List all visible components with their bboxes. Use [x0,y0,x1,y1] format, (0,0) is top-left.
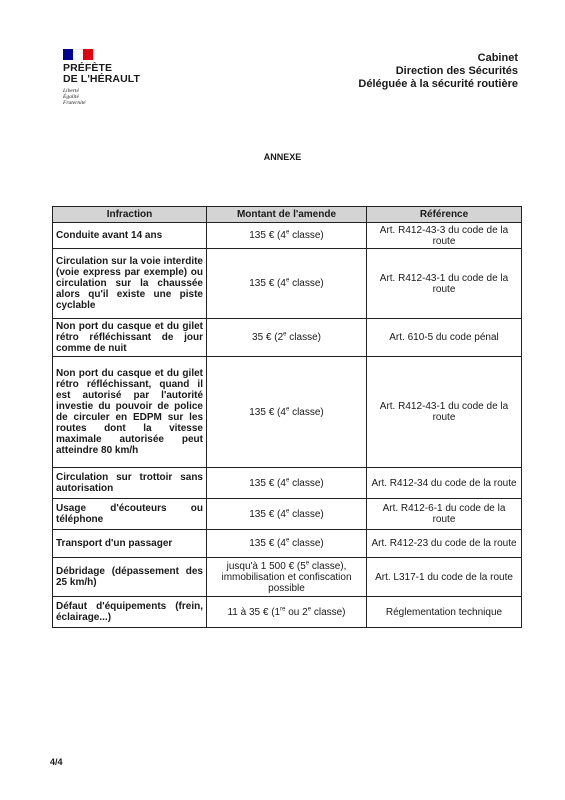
amount-text: 135 € (4 [249,477,286,489]
infraction-cell: Non port du casque et du gilet rétro réfléchissant de jour comme de nuit [53,319,207,357]
reference-cell: Art. L317-1 du code de la route [367,558,522,597]
class-ordinal-suffix: e [285,406,290,413]
class-ordinal-suffix: e [305,560,310,567]
infraction-cell: Transport d'un passager [53,530,207,558]
amount-cell [207,249,367,319]
amount-text: classe) [289,538,324,549]
flag-white [73,49,83,60]
infraction-cell: Non port du casque et du gilet rétro réfléchissant, quand il est autorisé par l'autorité investie du pouvoir de police de circuler en EDPM sur les routes dont la vitesse maximale autorisée peut atteindre 80 km/h [53,357,207,468]
class-ordinal-suffix: e [285,277,290,284]
department-header [358,52,518,91]
table-row [53,357,522,468]
amount-text: 135 € (4 [249,278,286,289]
amount-cell [207,468,367,499]
reference-cell: Art. R412-43-1 du code de la route [367,249,522,319]
motto-line: Fraternité [63,100,86,106]
flag-blue [63,49,73,60]
amount-cell [207,558,367,597]
reference-cell: Art. R412-6-1 du code de la route [367,499,522,530]
marianne-flag-icon [63,49,93,60]
amount-cell [207,357,367,468]
reference-cell: Art. R412-34 du code de la route [367,468,522,499]
class-ordinal-suffix: e [285,229,290,236]
table-header-row [53,207,522,223]
prefecture-logo [63,49,140,106]
amount-text: ou 2 [285,606,308,618]
table-row [53,558,522,597]
reference-cell: Réglementation technique [367,597,522,628]
amount-text: 11 à 35 € (1 [227,606,281,618]
table-row [53,530,522,558]
infraction-cell: Conduite avant 14 ans [53,223,207,249]
amount-text: classe) [289,477,324,489]
flag-red [83,49,93,60]
amount-text: classe) [286,332,321,343]
motto-line: Liberté [63,88,79,94]
page-number: 4/4 [50,757,63,767]
department-line-delegation: Déléguée à la sécurité routière [358,78,518,90]
infraction-cell: Circulation sur trottoir sans autorisation [53,468,207,499]
department-line-cabinet: Cabinet [477,52,518,64]
infraction-cell: Circulation sur la voie interdite (voie express par exemple) ou circulation sur la chaussée alors qu'il existe une piste cyclable [53,249,207,319]
class-ordinal-suffix: e [283,331,287,338]
amount-text: 135 € (4 [249,406,286,418]
amount-text: 135 € (4 [249,230,286,241]
amount-cell [207,499,367,530]
amount-cell [207,223,367,249]
amount-text: 135 € (4 [249,508,286,520]
department-line-direction: Direction des Sécurités [395,65,518,77]
class-ordinal-suffix: re [280,606,286,613]
table-row [53,468,522,499]
table-row [53,499,522,530]
fines-table [52,206,522,628]
infraction-cell: Usage d'écouteurs ou téléphone [53,499,207,530]
table-row [53,597,522,628]
reference-cell: Art. R412-43-1 du code de la route [367,357,522,468]
page-title: ANNEXE [263,152,302,162]
amount-text: classe) [289,406,324,418]
republic-motto [63,88,140,106]
class-ordinal-suffix: e [307,606,312,613]
reference-cell: Art. R412-23 du code de la route [367,530,522,558]
infraction-cell: Débridage (dépassement des 25 km/h) [53,558,207,597]
amount-cell [207,530,367,558]
amount-text: classe) [289,230,324,241]
column-header-infraction: Infraction [53,207,207,223]
prefecture-name-line2: DE L'HÉRAULT [63,73,140,85]
amount-text: 135 € (4 [249,538,286,549]
column-header-amount: Montant de l'amende [207,207,367,223]
amount-text: jusqu'à 1 500 € (5 [226,560,306,572]
prefecture-name-line1: PRÉFÈTE [63,62,113,74]
amount-cell [207,319,367,357]
amount-text: classe) [289,278,324,289]
amount-text: classe) [289,508,324,520]
reference-cell: Art. R412-43-3 du code de la route [367,223,522,249]
amount-cell [207,597,367,628]
infraction-cell: Défaut d'équipements (frein, éclairage...) [53,597,207,628]
amount-text: classe), immobilisation et confiscation possible [221,560,352,594]
motto-line: Égalité [63,94,79,100]
amount-text: 35 € (2 [252,332,284,343]
amount-text: classe) [311,606,346,618]
class-ordinal-suffix: e [285,477,290,484]
table-row [53,319,522,357]
column-header-reference: Référence [367,207,522,223]
class-ordinal-suffix: e [285,537,290,544]
table-row [53,249,522,319]
reference-cell: Art. 610-5 du code pénal [367,319,522,357]
prefecture-name [63,63,140,85]
table-row [53,223,522,249]
class-ordinal-suffix: e [285,508,290,515]
